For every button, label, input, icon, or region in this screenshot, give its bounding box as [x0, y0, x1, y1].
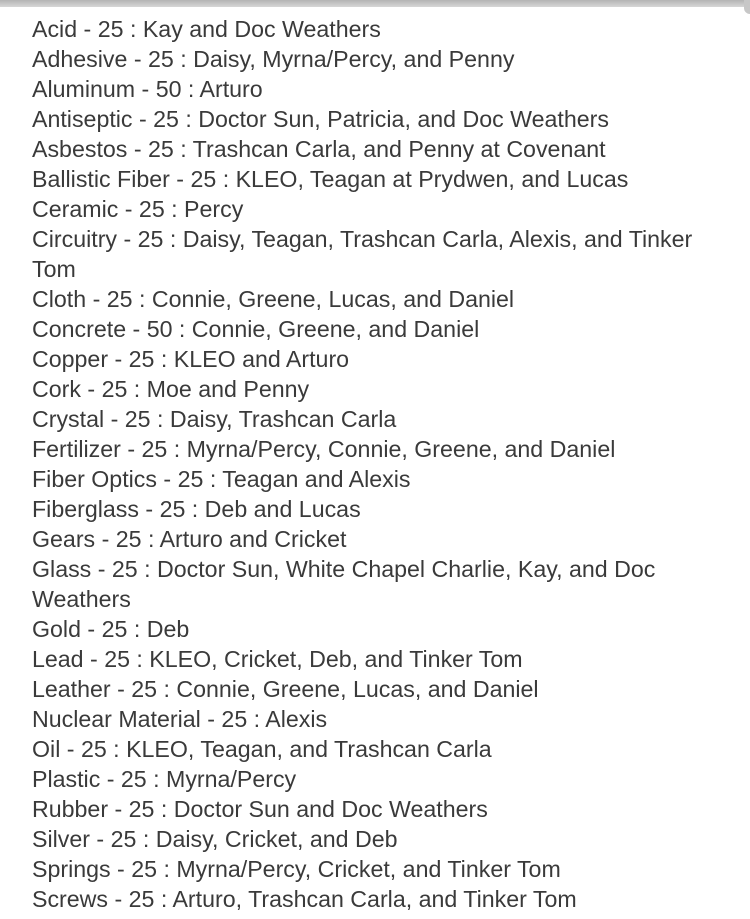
top-edge: [0, 0, 750, 7]
list-item: Lead - 25 : KLEO, Cricket, Deb, and Tinker Tom: [32, 646, 523, 672]
list-item: Ceramic - 25 : Percy: [32, 196, 244, 222]
list-item: Ballistic Fiber - 25 : KLEO, Teagan at Prydwen, and Lucas: [32, 166, 629, 192]
list-item: Copper - 25 : KLEO and Arturo: [32, 346, 350, 372]
list-item: Plastic - 25 : Myrna/Percy: [32, 766, 297, 792]
list-item: Asbestos - 25 : Trashcan Carla, and Penny at Covenant: [32, 136, 606, 162]
list-item: Crystal - 25 : Daisy, Trashcan Carla: [32, 406, 397, 432]
list-item: Silver - 25 : Daisy, Cricket, and Deb: [32, 826, 398, 852]
list-item: Fiber Optics - 25 : Teagan and Alexis: [32, 466, 411, 492]
list-item: Aluminum - 50 : Arturo: [32, 76, 263, 102]
list-item: Gold - 25 : Deb: [32, 616, 190, 642]
list-item: Springs - 25 : Myrna/Percy, Cricket, and Tinker Tom: [32, 856, 561, 882]
list-item: Circuitry - 25 : Daisy, Teagan, Trashcan Carla, Alexis, and Tinker Tom: [32, 226, 693, 282]
list-item: Cloth - 25 : Connie, Greene, Lucas, and Daniel: [32, 286, 515, 312]
list-item: Gears - 25 : Arturo and Cricket: [32, 526, 347, 552]
list-item: Glass - 25 : Doctor Sun, White Chapel Charlie, Kay, and Doc Weathers: [32, 556, 656, 612]
list-item: Leather - 25 : Connie, Greene, Lucas, and Daniel: [32, 676, 539, 702]
list-item: Nuclear Material - 25 : Alexis: [32, 706, 328, 732]
list-item: Fertilizer - 25 : Myrna/Percy, Connie, Greene, and Daniel: [32, 436, 616, 462]
list-item: Antiseptic - 25 : Doctor Sun, Patricia, and Doc Weathers: [32, 106, 609, 132]
list-item: Concrete - 50 : Connie, Greene, and Daniel: [32, 316, 480, 342]
list-item: Cork - 25 : Moe and Penny: [32, 376, 310, 402]
list-item: Rubber - 25 : Doctor Sun and Doc Weathers: [32, 796, 488, 822]
list-item: Fiberglass - 25 : Deb and Lucas: [32, 496, 361, 522]
list-item: Adhesive - 25 : Daisy, Myrna/Percy, and Penny: [32, 46, 515, 72]
list-item: Oil - 25 : KLEO, Teagan, and Trashcan Carla: [32, 736, 492, 762]
list-item: Screws - 25 : Arturo, Trashcan Carla, and Tinker Tom: [32, 886, 577, 912]
materials-list: [32, 14, 722, 914]
list-item: Acid - 25 : Kay and Doc Weathers: [32, 16, 381, 42]
